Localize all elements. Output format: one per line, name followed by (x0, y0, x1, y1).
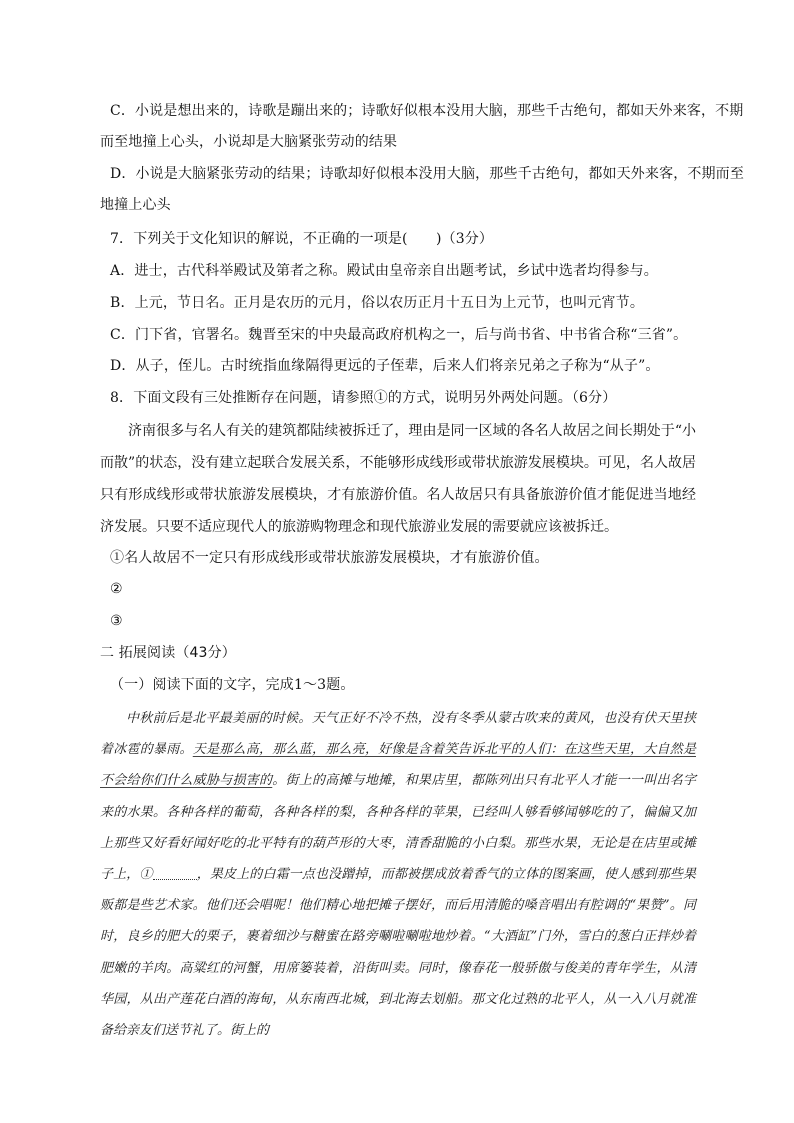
q7-option-d: D．从子，侄儿。古时统指血缘隔得更远的子侄辈，后来人们将亲兄弟之子称为“从子”。 (110, 358, 660, 374)
q7-option-a: A．进士，古代科举殿试及第者之称。殿试由皇帝亲自出题考试，乡试中选者均得参与。 (110, 263, 658, 279)
answer-blank[interactable] (153, 865, 197, 880)
reading-text-1: 中秋前后是北平最美丽的时候。天气正好不冷不热，没有冬季从蒙古吹来的黄风，也没有伏天里挟着冰雹的暴雨。 (100, 711, 696, 758)
q7-stem: 7．下列关于文化知识的解说，不正确的一项是( )（3分） (110, 231, 494, 247)
q6-option-c-line2: 而至地撞上心头，小说却是大脑紧张劳动的结果 (100, 134, 398, 150)
q8-passage-text: 济南很多与名人有关的建筑都陆续被拆迁了，理由是同一区域的各名人故居之间长期处于“小而散”的状态，没有建立起联合发展关系，不能够形成线形或带状旅游发展模块。可见，名人故居只有形成线形或带状旅游发展模块，才有旅游价值。名人故居只有具备旅游价值才能促进当地经济发展。只要不适应现代人的旅游购物理念和现代旅游业发展的需要就应该被拆迁。 (100, 423, 696, 535)
reading-underlined-sentence: 天是那么高，那么蓝，那么亮，好像是含着笑告诉北平的人们：在这些天里，大自然是不会给你们什么威胁与损害的 (100, 742, 696, 789)
section-2-subtitle: （一）阅读下面的文字，完成1～3题。 (110, 677, 355, 693)
q8-item-2: ② (110, 581, 123, 597)
q8-item-1: ①名人故居不一定只有形成线形或带状旅游发展模块，才有旅游价值。 (110, 550, 549, 566)
blank-marker: ① (139, 867, 153, 883)
q6-option-c-line1: C．小说是想出来的，诗歌是蹦出来的；诗歌好似根本没用大脑，那些千古绝句，都如天外来客，不期 (110, 103, 744, 119)
section-2-title: 二 拓展阅读（43分） (100, 645, 236, 661)
q8-stem: 8．下面文段有三处推断存在问题，请参照①的方式，说明另外两处问题。（6分） (110, 390, 617, 406)
reading-paragraph (100, 703, 696, 1046)
q6-option-d-line1: D．小说是大脑紧张劳动的结果；诗歌却好似根本没用大脑，那些千古绝句，都如天外来客，不期而至 (110, 166, 744, 182)
q8-passage (100, 415, 696, 543)
reading-passage (100, 703, 696, 1046)
reading-text-2: 。街上的高摊与地摊，和果店里，都陈列出只有北平人才能一一叫出名字来的水果。各种各样的葡萄，各种各样的梨，各种各样的苹果，已经叫人够看够闻够吃的了，偏偏又加上那些又好看好闻好吃的北平特有的葫芦形的大枣，清香甜脆的小白梨。那些水果，无论是在店里或摊子上， (100, 773, 696, 883)
q8-item-3: ③ (110, 613, 123, 629)
q6-option-d-line2: 地撞上心头 (100, 197, 171, 213)
q7-option-c: C．门下省，官署名。魏晋至宋的中央最高政府机构之一，后与尚书省、中书省合称“三省”。 (110, 327, 688, 343)
q7-option-b: B．上元，节日名。正月是农历的元月，俗以农历正月十五日为上元节，也叫元宵节。 (110, 295, 644, 311)
reading-text-3: ，果皮上的白霜一点也没蹭掉，而都被摆成放着香气的立体的图案画，使人感到那些果贩都是些艺术家。他们还会唱呢！他们精心地把摊子摆好，而后用清脆的嗓音唱出有腔调的“果赞”。同时，良乡的肥大的栗子，裹着细沙与糖蜜在路旁唰啦唰啦地炒着。“大酒缸”门外，雪白的葱白正拌炒着肥嫩的羊肉。高粱红的河蟹，用席篓装着，沿街叫卖。同时，像春花一般骄傲与俊美的青年学生，从清华园，从出产莲花白酒的海甸，从东南西北城，到北海去划船。那文化过熟的北平人，从一入八月就准备给亲友们送节礼了。街上的 (100, 867, 696, 1039)
